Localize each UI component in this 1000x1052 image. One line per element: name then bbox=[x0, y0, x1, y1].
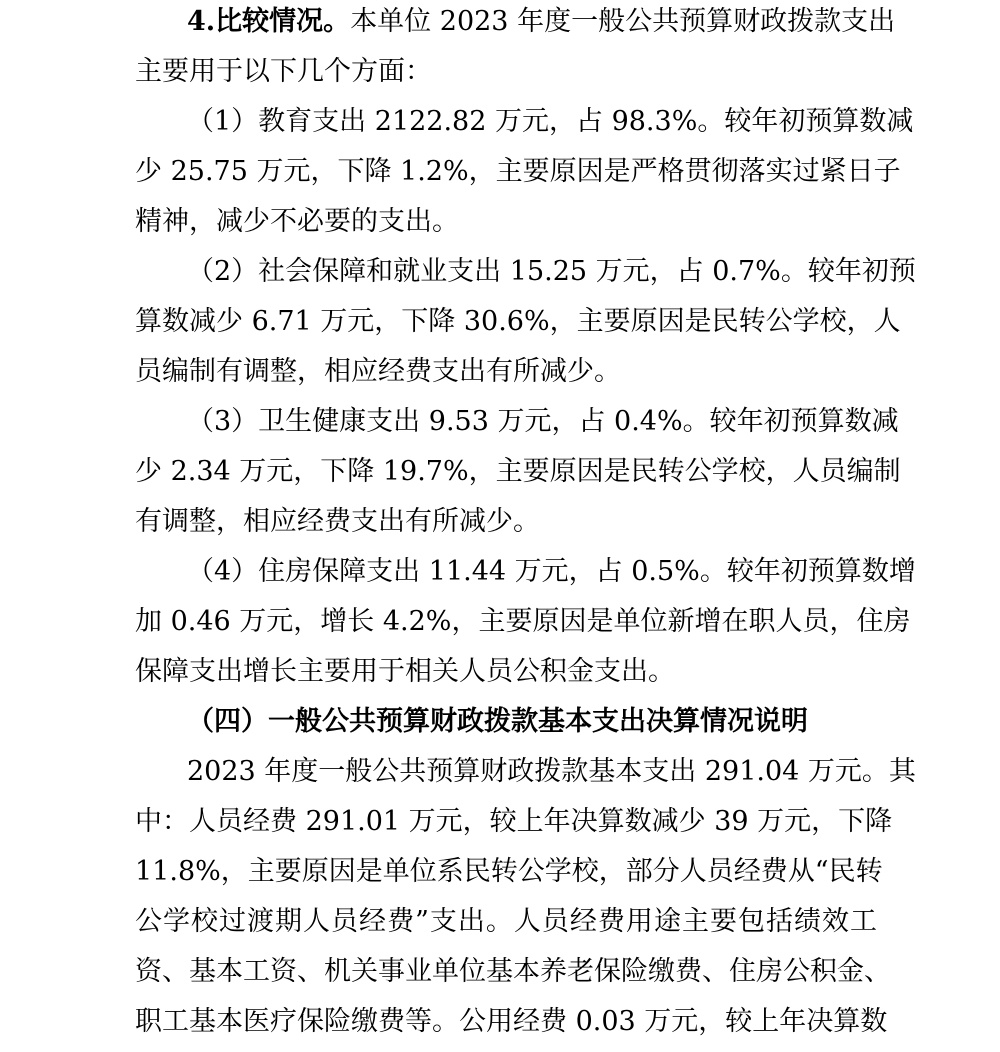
basic-line-6: 职工基本医疗保险缴费等。公用经费 0.03 万元，较上年决算数 bbox=[135, 1006, 888, 1037]
section-4-line-1 bbox=[135, 2, 896, 52]
section-4-line-2: 主要用于以下几个方面： bbox=[135, 56, 432, 87]
section-4-line-1-text: 本单位 2023 年度一般公共预算财政拨款支出 bbox=[350, 6, 896, 37]
item-4-line-3: 保障支出增长主要用于相关人员公积金支出。 bbox=[135, 656, 675, 687]
item-3-line-2: 少 2.34 万元，下降 19.7%，主要原因是民转公学校，人员编制 bbox=[135, 456, 901, 487]
item-3-line-3: 有调整，相应经费支出有所减少。 bbox=[135, 506, 540, 537]
basic-line-5: 资、基本工资、机关事业单位基本养老保险缴费、住房公积金、 bbox=[135, 956, 891, 987]
item-2-line-1: （2）社会保障和就业支出 15.25 万元，占 0.7%。较年初预 bbox=[187, 256, 916, 287]
item-1-line-3: 精神，减少不必要的支出。 bbox=[135, 206, 459, 237]
basic-line-2: 中：人员经费 291.01 万元，较上年决算数减少 39 万元，下降 bbox=[135, 806, 893, 837]
basic-line-1: 2023 年度一般公共预算财政拨款基本支出 291.04 万元。其 bbox=[187, 756, 916, 787]
basic-line-3: 11.8%，主要原因是单位系民转公学校，部分人员经费从“民转 bbox=[135, 856, 883, 887]
item-3-line-1: （3）卫生健康支出 9.53 万元，占 0.4%。较年初预算数减 bbox=[187, 406, 899, 437]
item-1-line-2: 少 25.75 万元，下降 1.2%，主要原因是严格贯彻落实过紧日子 bbox=[135, 156, 901, 187]
subheading: （四）一般公共预算财政拨款基本支出决算情况说明 bbox=[187, 706, 808, 737]
item-2-line-2: 算数减少 6.71 万元，下降 30.6%，主要原因是民转公学校，人 bbox=[135, 306, 901, 337]
basic-line-4: 公学校过渡期人员经费”支出。人员经费用途主要包括绩效工 bbox=[135, 906, 877, 937]
item-1-line-1: （1）教育支出 2122.82 万元，占 98.3%。较年初预算数减 bbox=[187, 106, 914, 137]
section-4-lead: 4.比较情况。 bbox=[187, 6, 351, 37]
item-2-line-3: 员编制有调整，相应经费支出有所减少。 bbox=[135, 356, 621, 387]
item-4-line-2: 加 0.46 万元，增长 4.2%，主要原因是单位新增在职人员，住房 bbox=[135, 606, 911, 637]
item-4-line-1: （4）住房保障支出 11.44 万元，占 0.5%。较年初预算数增 bbox=[187, 556, 916, 587]
